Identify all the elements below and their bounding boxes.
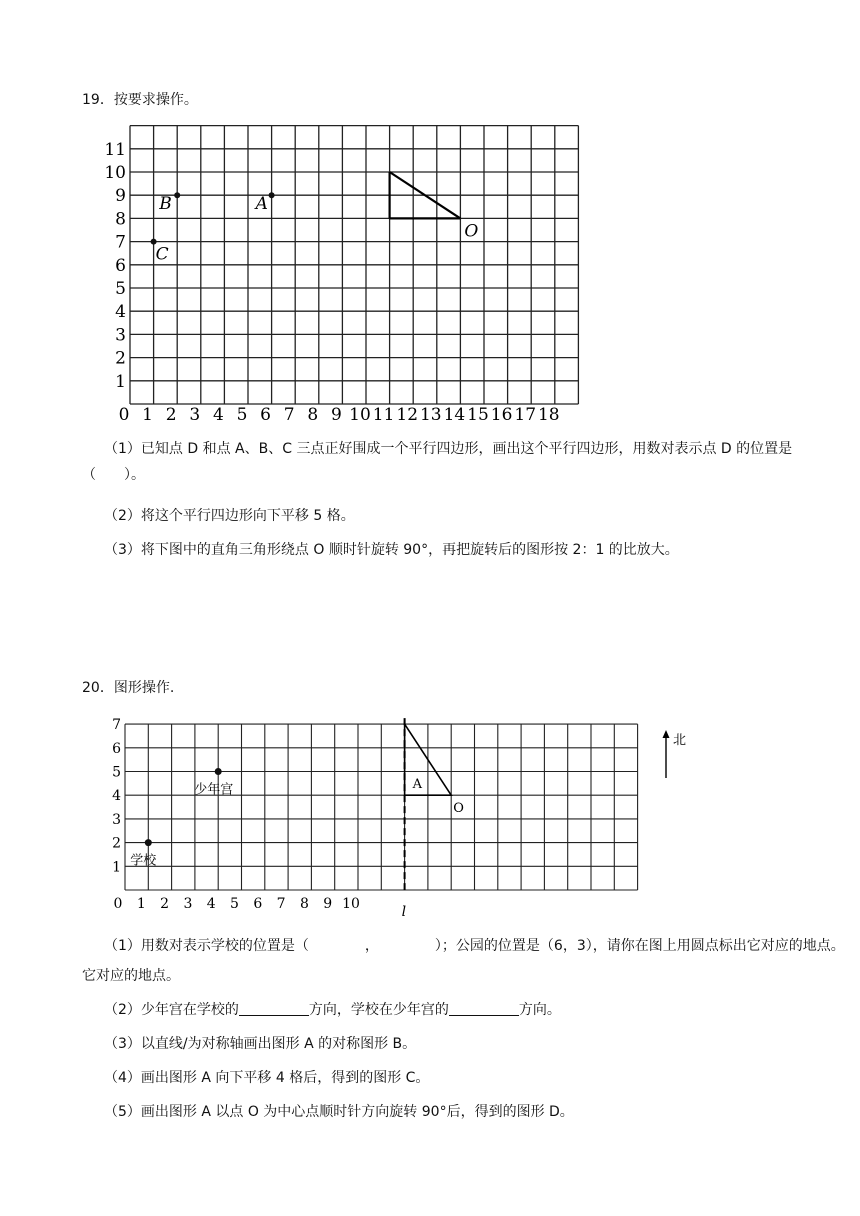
point-label: C <box>155 244 169 265</box>
x-tick-label: 14 <box>443 405 466 425</box>
x-tick-label: 12 <box>396 405 419 425</box>
y-tick-label: 11 <box>104 139 126 160</box>
y-tick-label: 2 <box>112 835 121 852</box>
answer-blank[interactable] <box>449 1001 519 1016</box>
q20-item-2 <box>104 1000 561 1020</box>
north-label: 北 <box>673 733 687 748</box>
place-point <box>145 839 152 846</box>
x-tick-label: 9 <box>330 405 342 425</box>
point-label: A <box>255 194 268 215</box>
point-label: B <box>159 194 172 215</box>
y-tick-label: 7 <box>115 232 126 253</box>
q20-item-2-text-c: 方向。 <box>518 1002 561 1018</box>
q20-item-1a <box>104 936 845 956</box>
y-tick-label: 6 <box>115 255 126 276</box>
y-tick-label: 1 <box>115 371 126 392</box>
y-tick-label: 3 <box>115 325 126 346</box>
q20-item-2-text-a: （2）少年宫在学校的 <box>104 1002 239 1018</box>
x-tick-label: 7 <box>283 405 295 425</box>
x-tick-label: 10 <box>349 405 371 425</box>
x-tick-label: 2 <box>160 896 170 912</box>
q19-item-3: （3）将下图中的直角三角形绕点 O 顺时针旋转 90°，再把旋转后的图形按 2：1 的比放大。 <box>104 542 679 558</box>
x-tick-label: 16 <box>490 405 513 425</box>
q20-item-1-wrap: 它对应的地点。 <box>82 968 180 984</box>
y-tick-label: 2 <box>115 348 126 369</box>
y-tick-label: 3 <box>112 811 121 828</box>
x-tick-label: 8 <box>307 405 319 425</box>
x-tick-label: 1 <box>142 405 154 425</box>
x-tick-label: 5 <box>236 405 248 425</box>
place-label: 学校 <box>130 853 157 869</box>
y-tick-label: 5 <box>112 764 121 781</box>
x-tick-label: 11 <box>372 405 395 425</box>
q19-item-1: （1）已知点 D 和点 A、B、C 三点正好围成一个平行四边形，画出这个平行四边形，用数对表示点 D 的位置是（ ）。 <box>82 441 793 483</box>
y-tick-label: 1 <box>112 859 121 876</box>
q19-item-2: （2）将这个平行四边形向下平移 5 格。 <box>104 508 355 524</box>
q20-item-4: （4）画出图形 A 向下平移 4 格后，得到的图形 C。 <box>104 1070 430 1086</box>
x-tick-label: 7 <box>276 896 286 912</box>
pivot-label: O <box>453 801 464 817</box>
q20-item-1-text: （1）用数对表示学校的位置是（ <box>104 938 309 954</box>
q19-heading: 19．按要求操作。 <box>82 92 198 108</box>
x-tick-label: 4 <box>206 896 216 912</box>
x-tick-label: 6 <box>260 405 272 425</box>
north-arrow-head-icon <box>663 730 670 738</box>
x-tick-label: 2 <box>165 405 177 425</box>
vertex-label: O <box>464 221 479 242</box>
q20-item-5: （5）画出图形 A 以点 O 为中心点顺时针方向旋转 90°后，得到的图形 D。 <box>104 1104 574 1120</box>
y-tick-label: 4 <box>112 788 121 805</box>
x-tick-label: 3 <box>183 896 193 912</box>
x-tick-label: 5 <box>230 896 239 912</box>
x-tick-label: 9 <box>323 896 333 912</box>
x-tick-label: 4 <box>212 405 224 425</box>
x-tick-label: 10 <box>342 896 360 912</box>
q20-item-3: （3）以直线/为对称轴画出图形 A 的对称图形 B。 <box>104 1036 417 1052</box>
y-tick-label: 7 <box>112 717 121 734</box>
q20-item-2-text-b: 方向，学校在少年宫的 <box>308 1002 449 1018</box>
y-tick-label: 5 <box>115 279 126 299</box>
place-label: 少年宫 <box>194 782 234 798</box>
q20-item-1-text-b: ）；公园的位置是（6，3），请你在图上用圆点标出它对应的地点。 <box>434 938 845 954</box>
x-tick-label: 0 <box>113 896 123 912</box>
x-tick-label: 0 <box>118 405 130 425</box>
axis-line-label: l <box>401 904 407 920</box>
y-tick-label: 10 <box>104 163 126 183</box>
y-tick-label: 8 <box>115 209 126 230</box>
shape-a-label: A <box>412 777 422 793</box>
answer-blank[interactable] <box>239 1001 309 1016</box>
x-tick-label: 17 <box>514 405 537 425</box>
x-tick-label: 1 <box>136 896 146 912</box>
x-tick-label: 6 <box>253 896 263 912</box>
x-tick-label: 13 <box>419 405 442 425</box>
q20-item-1-sep: ， <box>364 938 379 954</box>
place-point <box>215 768 222 775</box>
x-tick-label: 15 <box>467 405 489 425</box>
x-tick-label: 18 <box>537 405 560 425</box>
x-tick-label: 3 <box>189 405 201 425</box>
y-tick-label: 4 <box>115 302 126 323</box>
q20-heading: 20．图形操作. <box>82 680 175 696</box>
y-tick-label: 9 <box>115 186 126 207</box>
y-tick-label: 6 <box>112 740 121 757</box>
x-tick-label: 8 <box>299 896 309 912</box>
